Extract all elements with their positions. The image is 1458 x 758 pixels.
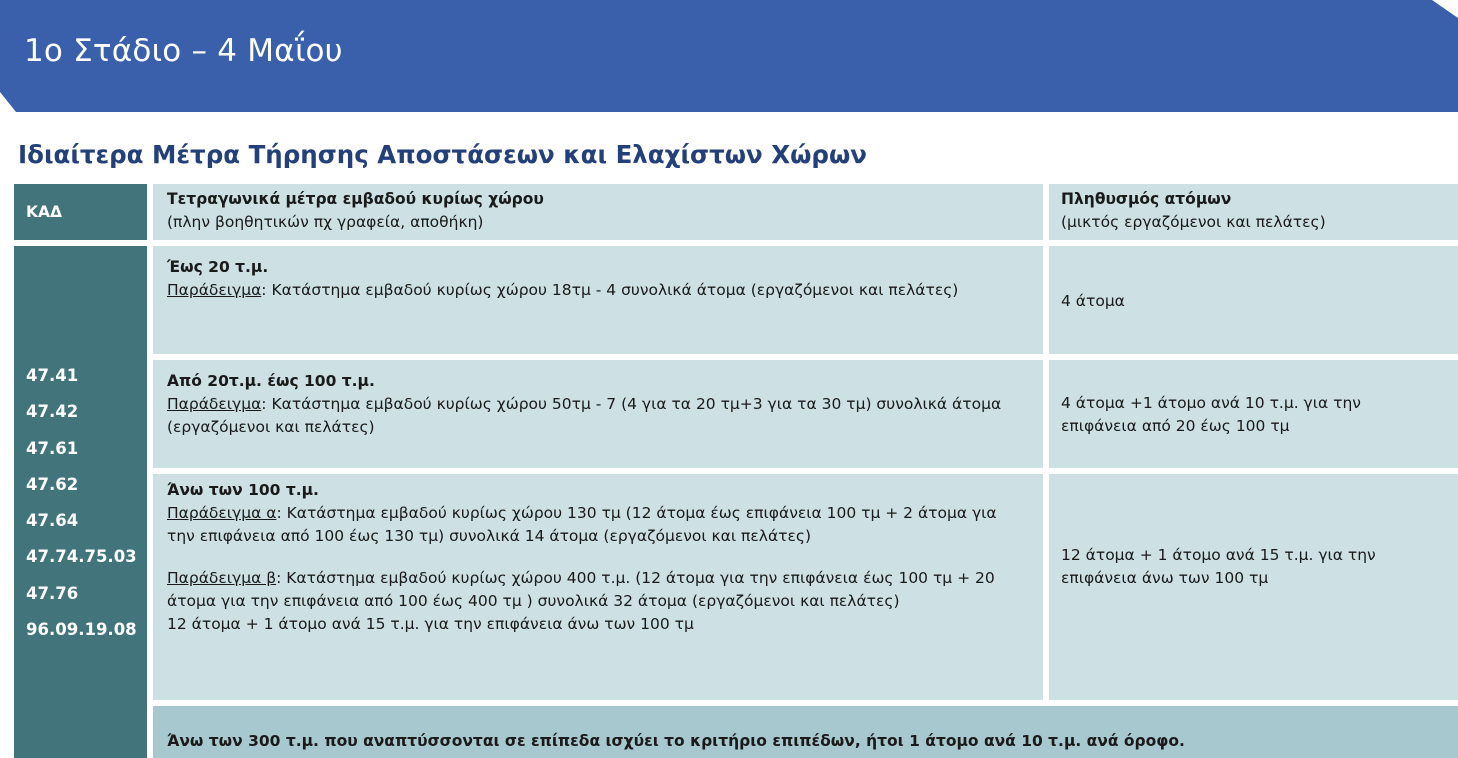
kad-code: 96.09.19.08 [26,620,137,640]
row-1-population: 4 άτομα [1049,246,1458,354]
row-3-example-b: Παράδειγμα β: Κατάστημα εμβαδού κυρίως χώρου 400 τ.μ. (12 άτομα για την επιφάνεια έως 100 τμ + 20 άτομα για την επιφάνεια από 100 έως 400 τμ ) συνολικά 32 άτομα (εργαζόμενοι και πελάτες) [167,569,995,610]
row-3-rule: 12 άτομα + 1 άτομο ανά 15 τ.μ. για την επιφάνεια άνω των 100 τμ [167,615,694,633]
row-1-area [153,246,1043,354]
kad-code: 47.41 [26,366,79,385]
row-2-area [153,360,1043,468]
row-1-range: Έως 20 τ.μ. [167,258,269,276]
kad-code: 47.42 [26,402,79,422]
header-population [1049,184,1458,240]
row-3-example-a: Παράδειγμα α: Κατάστημα εμβαδού κυρίως χώρου 130 τμ (12 άτομα έως επιφάνεια 100 τμ + 2 άτομα για την επιφάνεια από 100 έως 130 τμ) συνολικά 14 άτομα (εργαζόμενοι και πελάτες) [167,504,997,545]
row-3-population: 12 άτομα + 1 άτομο ανά 15 τ.μ. για την επιφάνεια άνω των 100 τμ [1049,474,1458,700]
row-2-population: 4 άτομα +1 άτομο ανά 10 τ.μ. για την επιφάνεια από 20 έως 100 τμ [1049,360,1458,468]
header-population-title: Πληθυσμός ατόμων [1061,190,1232,208]
header-area-title: Τετραγωνικά μέτρα εμβαδού κυρίως χώρου [167,190,544,208]
section-title: Ιδιαίτερα Μέτρα Τήρησης Αποστάσεων και Ελαχίστων Χώρων [18,140,867,169]
row-2-range: Από 20τ.μ. έως 100 τ.μ. [167,372,375,390]
kad-codes-list [26,358,137,648]
kad-code: 47.74.75.03 [26,547,137,567]
kad-codes-cell [14,246,147,758]
header-population-subtitle: (μικτός εργαζόμενοι και πελάτες) [1061,213,1326,231]
header-kad: ΚΑΔ [14,184,147,240]
kad-code: 47.61 [26,438,79,458]
row-1-example: Παράδειγμα: Κατάστημα εμβαδού κυρίως χώρου 18τμ - 4 συνολικά άτομα (εργαζόμενοι και πελάτες) [167,281,959,299]
kad-code: 47.76 [26,583,79,603]
row-3-area [153,474,1043,700]
footer-note: Άνω των 300 τ.μ. που αναπτύσσονται σε επίπεδα ισχύει το κριτήριο επιπέδων, ήτοι 1 άτομο ανά 10 τ.μ. ανά όροφο. [167,732,1185,750]
header-area-subtitle: (πλην βοηθητικών πχ γραφεία, αποθήκη) [167,213,484,231]
row-2-example: Παράδειγμα: Κατάστημα εμβαδού κυρίως χώρου 50τμ - 7 (4 για τα 20 τμ+3 για τα 30 τμ) συνολικά άτομα (εργαζόμενοι και πελάτες) [167,395,1002,436]
slide-title: 1ο Στάδιο – 4 Μαΐου [24,33,343,69]
row-3-range: Άνω των 100 τ.μ. [167,481,319,499]
kad-code: 47.62 [26,474,79,494]
header-area [153,184,1043,240]
kad-code: 47.64 [26,511,79,531]
footer-note-cell [153,706,1458,758]
